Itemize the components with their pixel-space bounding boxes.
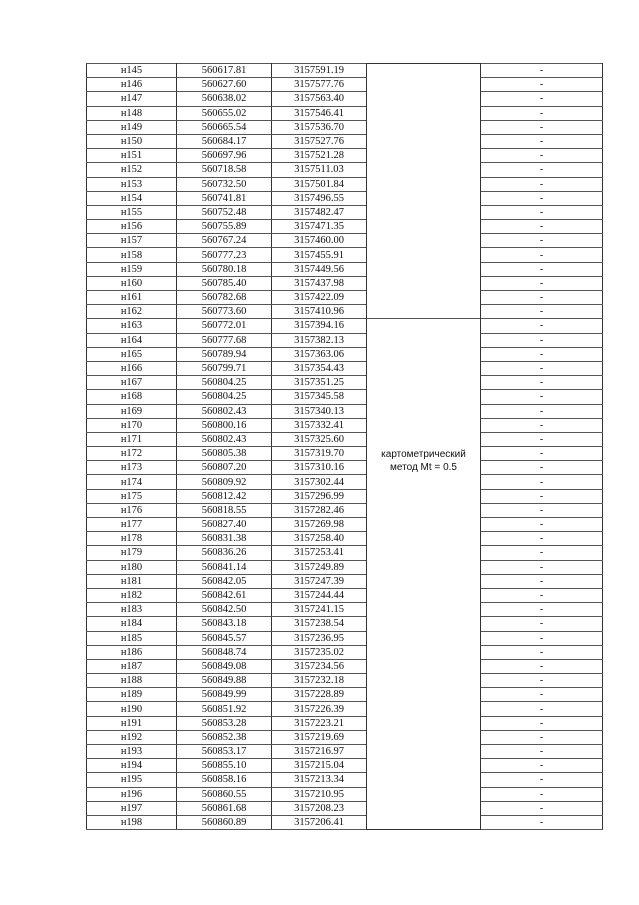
x-coordinate-cell: 560655.02 [177, 106, 272, 120]
y-coordinate-cell: 3157226.39 [272, 702, 367, 716]
x-coordinate-cell: 560853.28 [177, 716, 272, 730]
table-row [87, 546, 603, 560]
point-name-cell: н174 [87, 475, 177, 489]
x-coordinate-cell: 560855.10 [177, 759, 272, 773]
dash-cell: - [481, 92, 603, 106]
point-name-cell: н147 [87, 92, 177, 106]
table-row [87, 503, 603, 517]
table-row [87, 418, 603, 432]
dash-cell: - [481, 432, 603, 446]
table-row [87, 574, 603, 588]
y-coordinate-cell: 3157591.19 [272, 64, 367, 78]
x-coordinate-cell: 560861.68 [177, 801, 272, 815]
dash-cell: - [481, 305, 603, 319]
table-row [87, 191, 603, 205]
method-cell-divider [367, 318, 480, 319]
x-coordinate-cell: 560831.38 [177, 532, 272, 546]
x-coordinate-cell: 560799.71 [177, 361, 272, 375]
dash-cell: - [481, 546, 603, 560]
point-name-cell: н181 [87, 574, 177, 588]
y-coordinate-cell: 3157501.84 [272, 177, 367, 191]
dash-cell: - [481, 120, 603, 134]
table-row [87, 588, 603, 602]
x-coordinate-cell: 560849.99 [177, 688, 272, 702]
x-coordinate-cell: 560684.17 [177, 134, 272, 148]
point-name-cell: н173 [87, 461, 177, 475]
table-row [87, 603, 603, 617]
y-coordinate-cell: 3157228.89 [272, 688, 367, 702]
point-name-cell: н178 [87, 532, 177, 546]
dash-cell: - [481, 716, 603, 730]
y-coordinate-cell: 3157577.76 [272, 78, 367, 92]
point-name-cell: н172 [87, 447, 177, 461]
x-coordinate-cell: 560755.89 [177, 220, 272, 234]
y-coordinate-cell: 3157354.43 [272, 361, 367, 375]
y-coordinate-cell: 3157521.28 [272, 149, 367, 163]
x-coordinate-cell: 560845.57 [177, 631, 272, 645]
table-row [87, 376, 603, 390]
table-row [87, 617, 603, 631]
dash-cell: - [481, 361, 603, 375]
point-name-cell: н168 [87, 390, 177, 404]
dash-cell: - [481, 489, 603, 503]
table-row [87, 205, 603, 219]
point-name-cell: н196 [87, 787, 177, 801]
x-coordinate-cell: 560812.42 [177, 489, 272, 503]
y-coordinate-cell: 3157234.56 [272, 659, 367, 673]
dash-cell: - [481, 319, 603, 333]
x-coordinate-cell: 560772.01 [177, 319, 272, 333]
coordinates-table [86, 63, 603, 830]
x-coordinate-cell: 560818.55 [177, 503, 272, 517]
dash-cell: - [481, 106, 603, 120]
dash-cell: - [481, 617, 603, 631]
y-coordinate-cell: 3157241.15 [272, 603, 367, 617]
point-name-cell: н169 [87, 404, 177, 418]
dash-cell: - [481, 234, 603, 248]
dash-cell: - [481, 730, 603, 744]
dash-cell: - [481, 205, 603, 219]
x-coordinate-cell: 560800.16 [177, 418, 272, 432]
dash-cell: - [481, 674, 603, 688]
y-coordinate-cell: 3157345.58 [272, 390, 367, 404]
dash-cell: - [481, 645, 603, 659]
point-name-cell: н176 [87, 503, 177, 517]
x-coordinate-cell: 560718.58 [177, 163, 272, 177]
x-coordinate-cell: 560638.02 [177, 92, 272, 106]
x-coordinate-cell: 560804.25 [177, 390, 272, 404]
dash-cell: - [481, 461, 603, 475]
table-row [87, 106, 603, 120]
point-name-cell: н186 [87, 645, 177, 659]
point-name-cell: н170 [87, 418, 177, 432]
x-coordinate-cell: 560741.81 [177, 191, 272, 205]
x-coordinate-cell: 560802.43 [177, 432, 272, 446]
x-coordinate-cell: 560773.60 [177, 305, 272, 319]
y-coordinate-cell: 3157235.02 [272, 645, 367, 659]
point-name-cell: н189 [87, 688, 177, 702]
y-coordinate-cell: 3157215.04 [272, 759, 367, 773]
point-name-cell: н194 [87, 759, 177, 773]
point-name-cell: н198 [87, 815, 177, 829]
dash-cell: - [481, 276, 603, 290]
y-coordinate-cell: 3157422.09 [272, 291, 367, 305]
x-coordinate-cell: 560841.14 [177, 560, 272, 574]
x-coordinate-cell: 560849.08 [177, 659, 272, 673]
dash-cell: - [481, 574, 603, 588]
x-coordinate-cell: 560858.16 [177, 773, 272, 787]
x-coordinate-cell: 560827.40 [177, 518, 272, 532]
x-coordinate-cell: 560842.50 [177, 603, 272, 617]
y-coordinate-cell: 3157511.03 [272, 163, 367, 177]
table-row [87, 333, 603, 347]
point-name-cell: н160 [87, 276, 177, 290]
y-coordinate-cell: 3157302.44 [272, 475, 367, 489]
table-row [87, 716, 603, 730]
x-coordinate-cell: 560860.55 [177, 787, 272, 801]
y-coordinate-cell: 3157394.16 [272, 319, 367, 333]
x-coordinate-cell: 560805.38 [177, 447, 272, 461]
x-coordinate-cell: 560804.25 [177, 376, 272, 390]
dash-cell: - [481, 759, 603, 773]
table-row [87, 177, 603, 191]
y-coordinate-cell: 3157449.56 [272, 262, 367, 276]
y-coordinate-cell: 3157460.00 [272, 234, 367, 248]
y-coordinate-cell: 3157232.18 [272, 674, 367, 688]
table-row [87, 432, 603, 446]
point-name-cell: н177 [87, 518, 177, 532]
table-row [87, 276, 603, 290]
x-coordinate-cell: 560617.81 [177, 64, 272, 78]
x-coordinate-cell: 560777.23 [177, 248, 272, 262]
point-name-cell: н182 [87, 588, 177, 602]
point-name-cell: н190 [87, 702, 177, 716]
table-row [87, 220, 603, 234]
method-cell [367, 64, 481, 830]
x-coordinate-cell: 560780.18 [177, 262, 272, 276]
dash-cell: - [481, 149, 603, 163]
table-row [87, 134, 603, 148]
dash-cell: - [481, 163, 603, 177]
table-row [87, 404, 603, 418]
y-coordinate-cell: 3157247.39 [272, 574, 367, 588]
table-row [87, 518, 603, 532]
x-coordinate-cell: 560627.60 [177, 78, 272, 92]
table-row [87, 475, 603, 489]
dash-cell: - [481, 702, 603, 716]
dash-cell: - [481, 688, 603, 702]
dash-cell: - [481, 503, 603, 517]
y-coordinate-cell: 3157213.34 [272, 773, 367, 787]
x-coordinate-cell: 560849.88 [177, 674, 272, 688]
dash-cell: - [481, 447, 603, 461]
y-coordinate-cell: 3157206.41 [272, 815, 367, 829]
dash-cell: - [481, 518, 603, 532]
table-row [87, 78, 603, 92]
dash-cell: - [481, 404, 603, 418]
point-name-cell: н153 [87, 177, 177, 191]
table-row [87, 149, 603, 163]
point-name-cell: н165 [87, 347, 177, 361]
y-coordinate-cell: 3157563.40 [272, 92, 367, 106]
x-coordinate-cell: 560697.96 [177, 149, 272, 163]
x-coordinate-cell: 560767.24 [177, 234, 272, 248]
dash-cell: - [481, 787, 603, 801]
point-name-cell: н180 [87, 560, 177, 574]
x-coordinate-cell: 560789.94 [177, 347, 272, 361]
y-coordinate-cell: 3157223.21 [272, 716, 367, 730]
point-name-cell: н163 [87, 319, 177, 333]
point-name-cell: н164 [87, 333, 177, 347]
point-name-cell: н192 [87, 730, 177, 744]
dash-cell: - [481, 220, 603, 234]
point-name-cell: н171 [87, 432, 177, 446]
point-name-cell: н191 [87, 716, 177, 730]
y-coordinate-cell: 3157340.13 [272, 404, 367, 418]
point-name-cell: н155 [87, 205, 177, 219]
y-coordinate-cell: 3157325.60 [272, 432, 367, 446]
table-row [87, 361, 603, 375]
point-name-cell: н183 [87, 603, 177, 617]
y-coordinate-cell: 3157410.96 [272, 305, 367, 319]
point-name-cell: н148 [87, 106, 177, 120]
table-row [87, 447, 603, 461]
y-coordinate-cell: 3157210.95 [272, 787, 367, 801]
x-coordinate-cell: 560782.68 [177, 291, 272, 305]
point-name-cell: н175 [87, 489, 177, 503]
dash-cell: - [481, 532, 603, 546]
table-row [87, 674, 603, 688]
table-row [87, 815, 603, 829]
y-coordinate-cell: 3157319.70 [272, 447, 367, 461]
table-row [87, 163, 603, 177]
dash-cell: - [481, 631, 603, 645]
dash-cell: - [481, 475, 603, 489]
dash-cell: - [481, 659, 603, 673]
table-row [87, 532, 603, 546]
table-row [87, 64, 603, 78]
dash-cell: - [481, 603, 603, 617]
y-coordinate-cell: 3157455.91 [272, 248, 367, 262]
point-name-cell: н149 [87, 120, 177, 134]
y-coordinate-cell: 3157310.16 [272, 461, 367, 475]
table-row [87, 702, 603, 716]
table-row [87, 489, 603, 503]
dash-cell: - [481, 347, 603, 361]
x-coordinate-cell: 560848.74 [177, 645, 272, 659]
y-coordinate-cell: 3157249.89 [272, 560, 367, 574]
dash-cell: - [481, 745, 603, 759]
point-name-cell: н152 [87, 163, 177, 177]
x-coordinate-cell: 560843.18 [177, 617, 272, 631]
point-name-cell: н151 [87, 149, 177, 163]
y-coordinate-cell: 3157351.25 [272, 376, 367, 390]
x-coordinate-cell: 560752.48 [177, 205, 272, 219]
table-row [87, 730, 603, 744]
point-name-cell: н166 [87, 361, 177, 375]
point-name-cell: н156 [87, 220, 177, 234]
y-coordinate-cell: 3157253.41 [272, 546, 367, 560]
y-coordinate-cell: 3157437.98 [272, 276, 367, 290]
table-row [87, 659, 603, 673]
dash-cell: - [481, 177, 603, 191]
point-name-cell: н187 [87, 659, 177, 673]
x-coordinate-cell: 560807.20 [177, 461, 272, 475]
table-row [87, 773, 603, 787]
y-coordinate-cell: 3157238.54 [272, 617, 367, 631]
dash-cell: - [481, 64, 603, 78]
y-coordinate-cell: 3157282.46 [272, 503, 367, 517]
point-name-cell: н145 [87, 64, 177, 78]
table-row [87, 801, 603, 815]
y-coordinate-cell: 3157296.99 [272, 489, 367, 503]
point-name-cell: н159 [87, 262, 177, 276]
point-name-cell: н184 [87, 617, 177, 631]
dash-cell: - [481, 801, 603, 815]
dash-cell: - [481, 191, 603, 205]
x-coordinate-cell: 560842.05 [177, 574, 272, 588]
x-coordinate-cell: 560809.92 [177, 475, 272, 489]
dash-cell: - [481, 773, 603, 787]
table-row [87, 291, 603, 305]
point-name-cell: н195 [87, 773, 177, 787]
y-coordinate-cell: 3157258.40 [272, 532, 367, 546]
y-coordinate-cell: 3157496.55 [272, 191, 367, 205]
dash-cell: - [481, 291, 603, 305]
method-note: картометрический метод Mt = 0.5 [381, 448, 466, 473]
point-name-cell: н197 [87, 801, 177, 815]
point-name-cell: н157 [87, 234, 177, 248]
point-name-cell: н188 [87, 674, 177, 688]
table-row [87, 120, 603, 134]
table-row [87, 319, 603, 333]
point-name-cell: н179 [87, 546, 177, 560]
x-coordinate-cell: 560732.50 [177, 177, 272, 191]
dash-cell: - [481, 815, 603, 829]
dash-cell: - [481, 78, 603, 92]
y-coordinate-cell: 3157482.47 [272, 205, 367, 219]
y-coordinate-cell: 3157536.70 [272, 120, 367, 134]
table-row [87, 461, 603, 475]
dash-cell: - [481, 376, 603, 390]
table-row [87, 745, 603, 759]
y-coordinate-cell: 3157236.95 [272, 631, 367, 645]
x-coordinate-cell: 560852.38 [177, 730, 272, 744]
x-coordinate-cell: 560853.17 [177, 745, 272, 759]
dash-cell: - [481, 134, 603, 148]
y-coordinate-cell: 3157382.13 [272, 333, 367, 347]
point-name-cell: н158 [87, 248, 177, 262]
table-row [87, 759, 603, 773]
table-row [87, 248, 603, 262]
table-row [87, 631, 603, 645]
dash-cell: - [481, 560, 603, 574]
x-coordinate-cell: 560665.54 [177, 120, 272, 134]
table-row [87, 688, 603, 702]
point-name-cell: н167 [87, 376, 177, 390]
y-coordinate-cell: 3157546.41 [272, 106, 367, 120]
coordinates-page [86, 63, 602, 830]
table-row [87, 645, 603, 659]
point-name-cell: н185 [87, 631, 177, 645]
x-coordinate-cell: 560777.68 [177, 333, 272, 347]
x-coordinate-cell: 560785.40 [177, 276, 272, 290]
point-name-cell: н161 [87, 291, 177, 305]
point-name-cell: н193 [87, 745, 177, 759]
point-name-cell: н162 [87, 305, 177, 319]
y-coordinate-cell: 3157471.35 [272, 220, 367, 234]
table-row [87, 262, 603, 276]
y-coordinate-cell: 3157208.23 [272, 801, 367, 815]
dash-cell: - [481, 390, 603, 404]
x-coordinate-cell: 560842.61 [177, 588, 272, 602]
y-coordinate-cell: 3157363.06 [272, 347, 367, 361]
y-coordinate-cell: 3157527.76 [272, 134, 367, 148]
point-name-cell: н154 [87, 191, 177, 205]
x-coordinate-cell: 560860.89 [177, 815, 272, 829]
table-row [87, 234, 603, 248]
table-row [87, 347, 603, 361]
y-coordinate-cell: 3157269.98 [272, 518, 367, 532]
y-coordinate-cell: 3157244.44 [272, 588, 367, 602]
x-coordinate-cell: 560836.26 [177, 546, 272, 560]
dash-cell: - [481, 262, 603, 276]
dash-cell: - [481, 418, 603, 432]
x-coordinate-cell: 560851.92 [177, 702, 272, 716]
dash-cell: - [481, 333, 603, 347]
dash-cell: - [481, 588, 603, 602]
point-name-cell: н146 [87, 78, 177, 92]
table-row [87, 390, 603, 404]
y-coordinate-cell: 3157216.97 [272, 745, 367, 759]
table-row [87, 305, 603, 319]
table-row [87, 787, 603, 801]
y-coordinate-cell: 3157219.69 [272, 730, 367, 744]
table-row [87, 92, 603, 106]
point-name-cell: н150 [87, 134, 177, 148]
coordinates-table-body [87, 64, 603, 830]
table-row [87, 560, 603, 574]
x-coordinate-cell: 560802.43 [177, 404, 272, 418]
dash-cell: - [481, 248, 603, 262]
y-coordinate-cell: 3157332.41 [272, 418, 367, 432]
